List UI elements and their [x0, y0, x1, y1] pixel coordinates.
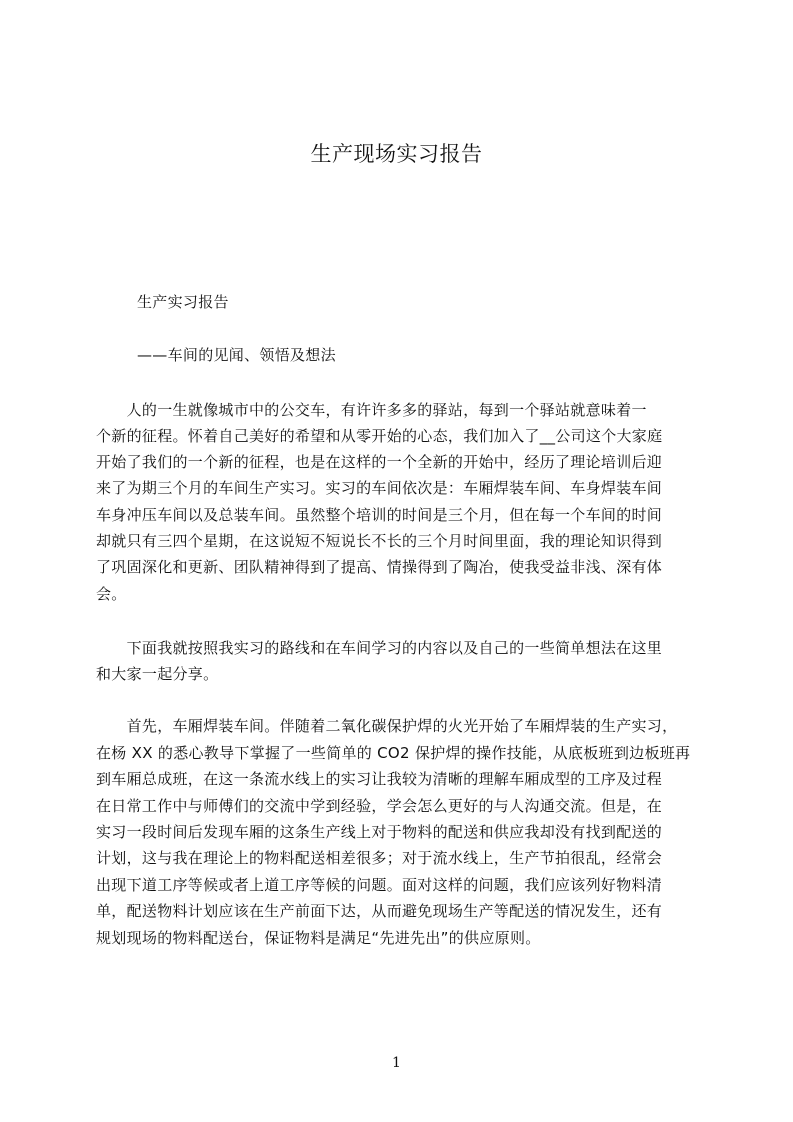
paragraph-line: 计划，这与我在理论上的物料配送相差很多；对于流水线上，生产节拍很乱，经常会	[96, 849, 663, 867]
paragraph-line: 出现下道工序等候或者上道工序等候的问题。面对这样的问题，我们应该列好物料清	[96, 876, 663, 894]
paragraph-line: 人的一生就像城市中的公交车，有许许多多的驿站，每到一个驿站就意味着一	[96, 401, 647, 419]
paragraph-line: 会。	[96, 585, 127, 603]
document-title: 生产现场实习报告	[310, 142, 483, 166]
paragraph-line: 下面我就按照我实习的路线和在车间学习的内容以及自己的一些简单想法在这里	[96, 639, 663, 657]
paragraph-line: 和大家一起分享。	[96, 665, 219, 683]
paragraph-line: 规划现场的物料配送台，保证物料是满足“先进先出”的供应原则。	[96, 929, 541, 947]
paragraph-line: 开始了我们的一个新的征程，也是在这样的一个全新的开始中，经历了理论培训后迎	[96, 453, 663, 471]
paragraph-line: 在杨 XX 的悉心教导下掌握了一些简单的 CO2 保护焊的操作技能，从底板班到边板班再	[96, 744, 691, 762]
section-tagline: ——车间的见闻、领悟及想法	[137, 346, 336, 364]
paragraph-line: 来了为期三个月的车间生产实习。实习的车间依次是：车厢焊装车间、车身焊装车间	[96, 479, 663, 497]
paragraph-line: 了巩固深化和更新、团队精神得到了提高、情操得到了陶冶，使我受益非浅、深有体	[96, 558, 663, 576]
paragraph-line: 在日常工作中与师傅们的交流中学到经验，学会怎么更好的与人沟通交流。但是，在	[96, 797, 663, 815]
paragraph-line: 实习一段时间后发现车厢的这条生产线上对于物料的配送和供应我却没有找到配送的	[96, 823, 663, 841]
page-number: 1	[392, 1055, 401, 1071]
paragraph-line: 到车厢总成班，在这一条流水线上的实习让我较为清晰的理解车厢成型的工序及过程	[96, 770, 663, 788]
paragraph-line: 却就只有三四个星期，在这说短不短说长不长的三个月时间里面，我的理论知识得到	[96, 532, 663, 550]
paragraph-line: 首先，车厢焊装车间。伴随着二氧化碳保护焊的火光开始了车厢焊装的生产实习，	[96, 717, 678, 735]
paragraph-line: 单，配送物料计划应该在生产前面下达，从而避免现场生产等配送的情况发生，还有	[96, 902, 663, 920]
paragraph-line: 车身冲压车间以及总装车间。虽然整个培训的时间是三个月，但在每一个车间的时间	[96, 506, 663, 524]
section-heading: 生产实习报告	[137, 293, 229, 311]
paragraph-line: 个新的征程。怀着自己美好的希望和从零开始的心态，我们加入了__公司这个大家庭	[96, 427, 663, 445]
